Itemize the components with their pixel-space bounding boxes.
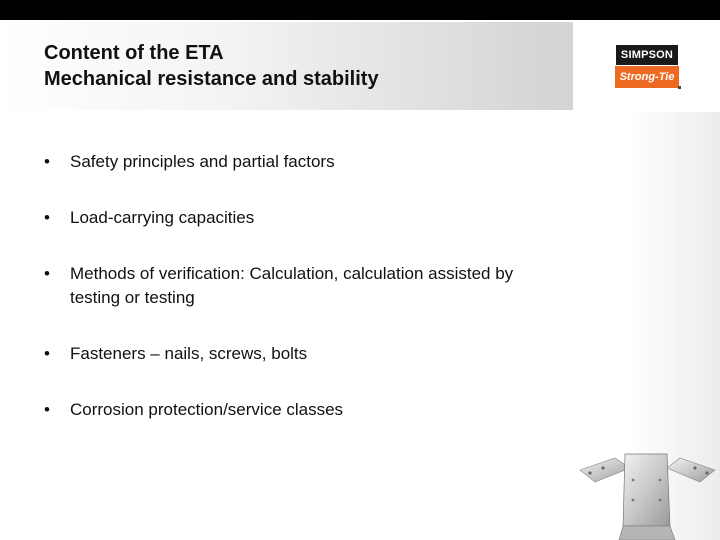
bullet-text: Fasteners – nails, screws, bolts [70, 344, 308, 363]
bullet-item [44, 150, 514, 174]
bullet-list [44, 150, 514, 422]
registered-mark [678, 86, 681, 89]
title-line-2: Mechanical resistance and stability [44, 68, 379, 90]
bullet-icon: • [44, 208, 50, 227]
bullet-icon: • [44, 400, 50, 419]
bullet-text: Safety principles and partial factors [70, 152, 335, 171]
slide-title [44, 40, 379, 92]
bullet-icon: • [44, 152, 50, 171]
bullet-text: Corrosion protection/service classes [70, 400, 344, 419]
logo-strong-tie: Strong-Tie [615, 66, 679, 88]
bullet-text: Load-carrying capacities [70, 208, 255, 227]
logo-simpson: SIMPSON [615, 44, 679, 66]
bullet-icon: • [44, 344, 50, 363]
top-bar [0, 0, 720, 20]
title-line-1: Content of the ETA [44, 42, 224, 64]
bullet-item [44, 398, 514, 422]
bullet-item [44, 206, 514, 230]
joist-hanger-image [575, 440, 720, 540]
bullet-item [44, 342, 514, 366]
bullet-icon: • [44, 264, 50, 283]
bullet-text: Methods of verification: Calculation, calculation assisted by testing or testing [70, 264, 514, 307]
bullet-item [44, 262, 514, 310]
simpson-strong-tie-logo [615, 44, 679, 88]
